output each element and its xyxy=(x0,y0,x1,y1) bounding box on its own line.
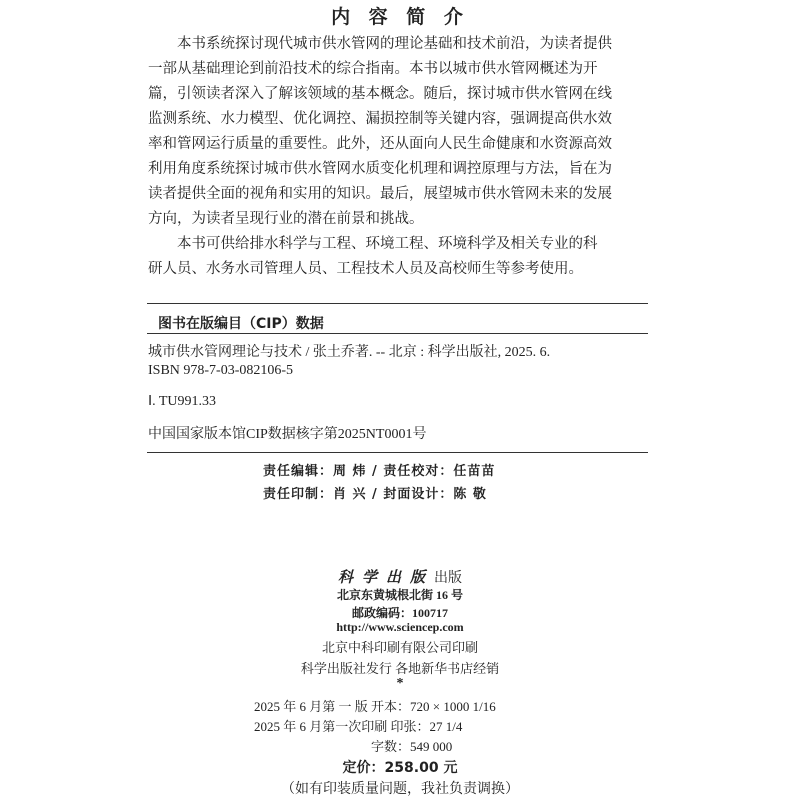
edition-line: 2025 年 6 月第 一 版 开本：720 × 1000 1/16 xyxy=(254,699,496,714)
text-line: 利用角度系统探讨城市供水管网水质变化机理和调控原理与方法，旨在为 xyxy=(148,161,612,177)
distribution-line: 科学出版社发行 各地新华书店经销 xyxy=(300,661,500,676)
divider xyxy=(147,452,648,453)
cip-classification: Ⅰ. TU991.33 xyxy=(148,394,217,409)
postal-code: 邮政编码：100717 xyxy=(351,606,448,620)
summary-paragraph-2 xyxy=(148,232,648,282)
word-count: 字数：549 000 xyxy=(371,739,453,754)
text-line: 读者提供全面的视角和实用的知识。最后，展望城市供水管网未来的发展 xyxy=(148,186,612,202)
responsibility-line: 责任编辑：周 炜 / 责任校对：任苗苗 xyxy=(263,464,496,479)
publisher-website: http://www.sciencep.com xyxy=(336,620,464,634)
publisher-address: 北京东黄城根北街 16 号 xyxy=(336,588,463,602)
separator-star: * xyxy=(396,676,404,691)
publisher-logo-text: 科学出版 xyxy=(337,570,434,586)
text-line: 本书可供给排水科学与工程、环境工程、环境科学及相关专业的科 xyxy=(177,236,598,252)
page-title: 内 容 简 介 xyxy=(331,6,469,28)
text-line: 方向，为读者呈现行业的潜在前景和挑战。 xyxy=(148,211,424,227)
text-line: 率和管网运行质量的重要性。此外，还从面向人民生命健康和水资源高效 xyxy=(148,136,612,152)
text-line: 研人员、水务水司管理人员、工程技术人员及高校师生等参考使用。 xyxy=(148,261,583,277)
text-line: 监测系统、水力模型、优化调控、漏损控制等关键内容，强调提高供水效 xyxy=(148,111,612,127)
publisher-suffix: 出版 xyxy=(434,571,462,586)
text-line: 一部从基础理论到前沿技术的综合指南。本书以城市供水管网概述为开 xyxy=(148,61,598,77)
printer-line: 北京中科印刷有限公司印刷 xyxy=(321,640,478,655)
cip-line: 城市供水管网理论与技术 / 张土乔著. -- 北京 : 科学出版社, 2025. 6. xyxy=(148,345,551,360)
text-line: 本书系统探讨现代城市供水管网的理论基础和技术前沿，为读者提供 xyxy=(177,36,612,52)
quality-notice: （如有印装质量问题，我社负责调换） xyxy=(281,782,519,797)
printing-line: 2025 年 6 月第一次印刷 印张：27 1/4 xyxy=(254,719,463,734)
divider xyxy=(147,333,648,334)
cip-isbn: ISBN 978-7-03-082106-5 xyxy=(148,363,294,378)
price: 定价：258.00 元 xyxy=(342,760,458,776)
divider xyxy=(147,303,648,304)
summary-paragraph-1 xyxy=(148,32,648,232)
responsibility-line: 责任印制：肖 兴 / 封面设计：陈 敬 xyxy=(263,487,487,502)
publisher-line xyxy=(0,566,800,587)
cip-record-number: 中国国家版本馆CIP数据核字第2025NT0001号 xyxy=(148,427,427,442)
cip-heading: 图书在版编目（CIP）数据 xyxy=(158,316,324,332)
text-line: 篇，引领读者深入了解该领域的基本概念。随后，探讨城市供水管网在线 xyxy=(148,86,612,102)
